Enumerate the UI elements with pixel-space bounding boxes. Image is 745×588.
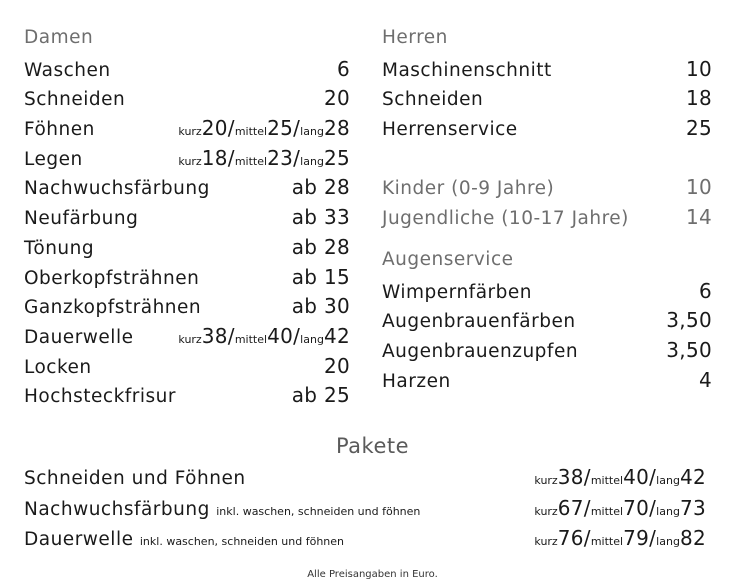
price-tier-label: kurz <box>178 125 202 139</box>
price: ab 28 <box>291 175 350 200</box>
price-tier-label: kurz <box>178 332 202 346</box>
service-name <box>382 89 483 110</box>
price-row <box>382 175 712 205</box>
service-name-text: Neufärbung <box>24 208 139 230</box>
price-list-kinder <box>382 175 712 234</box>
service-name <box>24 60 111 81</box>
price-tier-value: 25 <box>323 145 350 170</box>
service-name-text: Harzen <box>382 370 451 392</box>
service-name <box>382 208 629 229</box>
price-row <box>24 496 706 527</box>
service-name-text: Jugendliche (10-17 Jahre) <box>382 208 629 230</box>
service-name-text: Schneiden <box>382 89 484 111</box>
price: 10 <box>685 56 712 81</box>
price-tier-value: 25 <box>267 116 294 141</box>
price-list-pakete <box>24 465 706 557</box>
price: 3,50 <box>666 337 712 362</box>
service-name <box>24 149 83 170</box>
price-separator: / <box>227 323 235 348</box>
price-tier-label: kurz <box>534 474 558 487</box>
price-row <box>24 526 706 557</box>
section-heading-pakete: Pakete <box>335 434 410 458</box>
price-row <box>24 383 350 413</box>
price-separator: / <box>583 465 591 489</box>
price: ab 15 <box>291 264 350 289</box>
price-tier-label: mittel <box>234 125 268 139</box>
price-separator: / <box>583 495 591 520</box>
price-separator: / <box>649 495 657 520</box>
price-row <box>24 294 350 324</box>
price-row <box>24 57 350 87</box>
service-name-text: Kinder (0-9 Jahre) <box>382 178 555 200</box>
service-name-text: Föhnen <box>24 119 95 141</box>
service-name <box>24 297 201 318</box>
service-name-text: Legen <box>24 148 83 170</box>
price: 20 <box>323 86 350 111</box>
service-note: inkl. waschen, schneiden und föhnen <box>139 535 345 548</box>
price-tier-value: 40 <box>267 323 294 348</box>
price-row <box>24 465 706 496</box>
service-name <box>382 282 532 303</box>
price-tier-label: lang <box>656 504 680 518</box>
service-name-text: Augenbrauenfärben <box>382 311 576 333</box>
price <box>178 116 350 140</box>
price: 18 <box>685 86 712 111</box>
service-name <box>24 238 94 259</box>
price-row <box>24 116 350 146</box>
price-tier-value: 79 <box>623 526 650 550</box>
price-separator: / <box>227 116 235 141</box>
price: 14 <box>685 205 712 230</box>
price-tier-value: 18 <box>201 145 228 170</box>
service-name <box>382 178 554 199</box>
service-name <box>24 499 420 520</box>
price-row <box>382 338 712 368</box>
price <box>534 496 706 520</box>
service-name <box>24 208 138 229</box>
price-list-herren <box>382 57 712 146</box>
price-row <box>24 86 350 116</box>
price-tier-value: 28 <box>323 116 350 141</box>
price-row <box>382 116 712 146</box>
service-name <box>24 468 246 489</box>
price-row <box>382 57 712 87</box>
price-row <box>24 205 350 235</box>
price-tier-value: 73 <box>679 495 706 520</box>
section-heading-herren: Herren <box>382 27 448 48</box>
price-tier-value: 20 <box>201 116 228 141</box>
price-separator: / <box>293 323 301 348</box>
price: ab 28 <box>291 234 350 259</box>
service-name-text: Nachwuchsfärbung <box>24 178 210 200</box>
price-tier-label: lang <box>300 332 324 346</box>
price-tier-value: 70 <box>623 495 650 520</box>
price-row <box>24 146 350 176</box>
price: 10 <box>685 175 712 200</box>
price-tier-label: kurz <box>178 154 202 168</box>
price-tier-value: 38 <box>557 465 584 489</box>
spacer <box>382 146 712 176</box>
service-name <box>24 268 199 289</box>
service-name <box>382 60 552 81</box>
price-tier-label: kurz <box>534 535 558 548</box>
price-row <box>382 308 712 338</box>
section-right <box>382 27 712 397</box>
price-tier-value: 23 <box>267 145 294 170</box>
price: 25 <box>685 116 712 141</box>
service-name-text: Schneiden <box>24 89 126 111</box>
section-heading-damen: Damen <box>24 27 94 48</box>
service-name-text: Augenbrauenzupfen <box>382 340 579 362</box>
service-name <box>24 178 210 199</box>
price-tier-value: 82 <box>679 526 706 550</box>
service-name <box>382 341 578 362</box>
price: ab 30 <box>291 294 350 319</box>
service-name <box>382 311 576 332</box>
price-tier-label: lang <box>656 535 680 548</box>
price: 6 <box>698 278 712 303</box>
price-separator: / <box>227 145 235 170</box>
price-tier-label: mittel <box>234 332 268 346</box>
service-name-text: Herrenservice <box>382 119 518 141</box>
price: 20 <box>323 353 350 378</box>
price <box>534 526 706 550</box>
service-name-text: Ganzkopfsträhnen <box>24 297 202 319</box>
price <box>178 146 350 170</box>
service-name-text: Dauerwelle <box>24 529 134 550</box>
section-damen <box>24 27 350 413</box>
footer-note: Alle Preisangaben in Euro. <box>307 569 438 580</box>
price-separator: / <box>649 526 657 550</box>
service-name-text: Nachwuchsfärbung <box>24 498 210 520</box>
price-tier-value: 38 <box>201 323 228 348</box>
price: 6 <box>336 56 350 81</box>
price-tier-label: lang <box>300 154 324 168</box>
price-separator: / <box>293 116 301 141</box>
service-name-text: Dauerwelle <box>24 326 134 348</box>
price-list-damen <box>24 57 350 413</box>
service-note: inkl. waschen, schneiden und föhnen <box>216 504 421 518</box>
price: 4 <box>698 367 712 392</box>
service-name <box>24 386 176 407</box>
price-tier-value: 76 <box>557 526 584 550</box>
service-name-text: Tönung <box>24 237 95 259</box>
price: ab 25 <box>291 383 350 408</box>
price-tier-label: mittel <box>234 154 268 168</box>
service-name-text: Locken <box>24 356 92 378</box>
service-name-text: Wimpernfärben <box>382 281 532 303</box>
price-separator: / <box>583 526 591 550</box>
price-tier-label: mittel <box>590 474 624 487</box>
price-tier-value: 42 <box>679 465 706 489</box>
price-row <box>382 205 712 235</box>
price-separator: / <box>649 465 657 489</box>
service-name <box>24 89 125 110</box>
service-name <box>24 119 95 140</box>
price-tier-value: 40 <box>623 465 650 489</box>
price-separator: / <box>293 145 301 170</box>
price-row <box>24 235 350 265</box>
service-name-text: Schneiden und Föhnen <box>24 468 246 489</box>
spacer <box>382 235 712 249</box>
price-tier-label: lang <box>656 474 680 487</box>
price: 3,50 <box>666 308 712 333</box>
price-row <box>382 368 712 398</box>
price-row <box>24 175 350 205</box>
price <box>178 324 350 348</box>
section-heading-augenservice: Augenservice <box>382 248 514 270</box>
price-tier-label: mittel <box>590 504 624 518</box>
service-name <box>382 119 518 140</box>
price-row <box>24 354 350 384</box>
price <box>534 465 706 489</box>
service-name-text: Waschen <box>24 59 111 81</box>
price: ab 33 <box>291 205 350 230</box>
service-name <box>382 371 451 392</box>
service-name-text: Hochsteckfrisur <box>24 386 177 408</box>
service-name-text: Maschinenschnitt <box>382 59 552 81</box>
service-name <box>24 529 344 550</box>
price-tier-label: lang <box>300 125 324 139</box>
price-tier-value: 42 <box>323 323 350 348</box>
service-name-text: Oberkopfsträhnen <box>24 267 200 289</box>
price-row <box>382 86 712 116</box>
price-tier-value: 67 <box>557 495 584 520</box>
price-row <box>24 324 350 354</box>
price-tier-label: mittel <box>590 535 624 548</box>
service-name <box>24 357 92 378</box>
price-row <box>382 279 712 309</box>
price-row <box>24 265 350 295</box>
service-name <box>24 327 133 348</box>
price-tier-label: kurz <box>534 504 558 518</box>
price-list-augenservice <box>382 279 712 398</box>
